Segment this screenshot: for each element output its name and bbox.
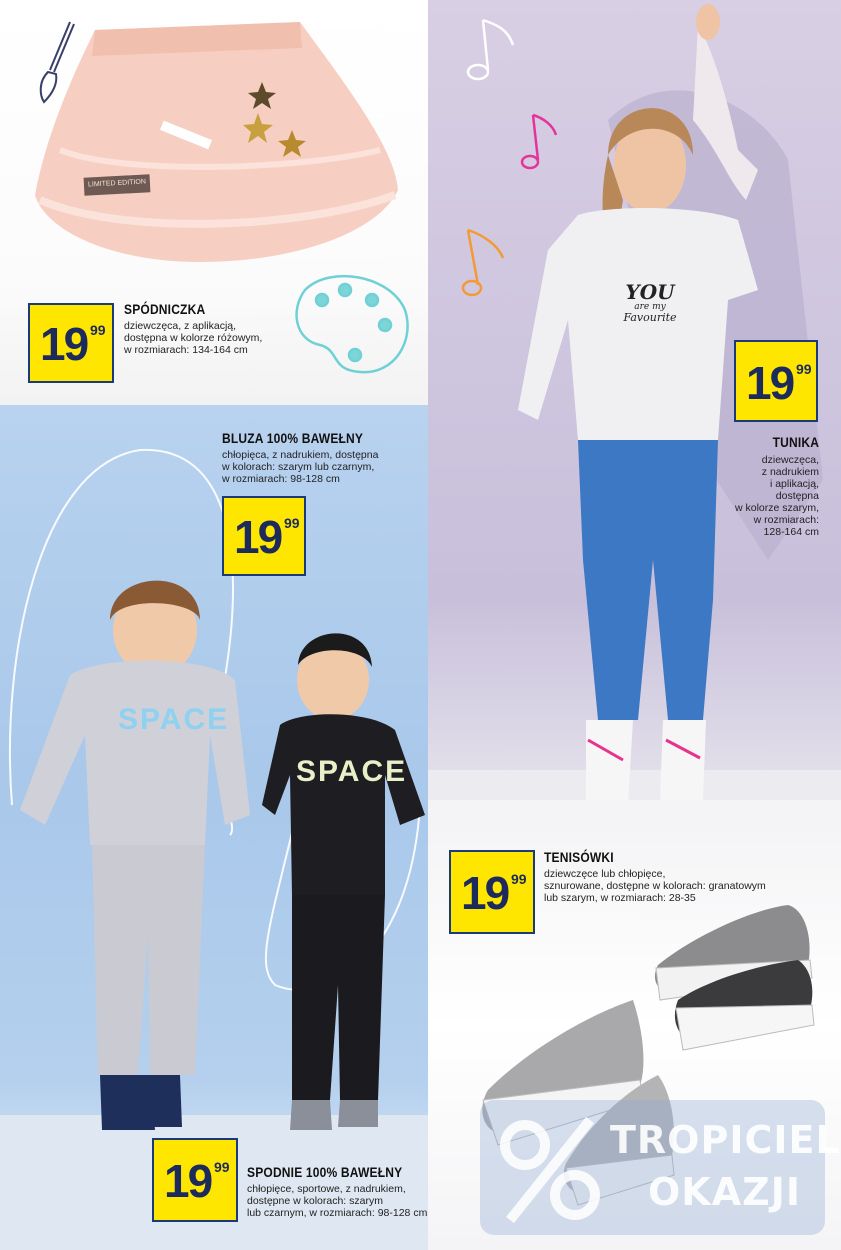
tunic-description: dziewczęca, z nadrukiem i aplikacją, dostępna w kolorze szarym, w rozmiarach: 128-164 cm	[734, 454, 819, 538]
music-note-icon	[463, 230, 503, 295]
price-integer: 19	[164, 1155, 212, 1207]
tunic-price-tag	[734, 340, 818, 422]
sneakers-title: TENISÓWKI	[544, 849, 614, 865]
watermark-badge	[480, 1100, 841, 1235]
sweatshirt-description: chłopięca, z nadrukiem, dostępna w kolorach: szarym lub czarnym, w rozmiarach: 98-128 cm	[222, 449, 379, 485]
price-integer: 19	[461, 867, 509, 919]
skirt-price-tag	[28, 303, 114, 383]
sweatshirt-price-tag	[222, 496, 306, 576]
skirt-section	[0, 0, 428, 405]
watermark-line1: TROPICIEL	[610, 1118, 841, 1162]
tulle-skirt-image	[35, 22, 398, 262]
sneakers-description: dziewczęce lub chłopięce, sznurowane, dostępne w kolorach: granatowym lub szarym, w rozmiarach: 28-35	[544, 868, 766, 904]
music-note-icon	[522, 115, 556, 168]
price-decimal: 99	[90, 322, 106, 338]
tunic-section	[428, 0, 841, 800]
music-note-icon	[468, 20, 513, 79]
skirt-patch-label: LIMITED EDITION	[87, 178, 147, 189]
tunic-print: YOU are my Favourite	[623, 280, 677, 324]
grey-black-sneaker	[655, 905, 814, 1050]
pants-title: SPODNIE 100% BAWEŁNY	[247, 1164, 403, 1180]
price-decimal: 99	[214, 1159, 230, 1175]
boys-photo	[0, 405, 428, 1250]
boys-clothing-section	[0, 405, 428, 1250]
price-decimal: 99	[511, 871, 527, 887]
price-integer: 19	[234, 511, 282, 563]
black-sweatshirt-print: SPACE	[296, 755, 408, 788]
grey-sweatshirt-print: SPACE	[118, 703, 230, 736]
tunic-title: TUNIKA	[772, 434, 819, 450]
price-decimal: 99	[284, 515, 300, 531]
price-integer: 19	[746, 357, 794, 409]
pants-price-tag	[152, 1138, 238, 1222]
boy-black-outfit	[262, 633, 425, 1130]
price-decimal: 99	[796, 361, 812, 377]
watermark-line2: OKAZJI	[648, 1170, 801, 1214]
sweatshirt-title: BLUZA 100% BAWEŁNY	[222, 430, 364, 446]
palette-icon	[297, 276, 408, 372]
percent-icon	[480, 1100, 620, 1235]
boy-grey-outfit	[20, 581, 250, 1130]
pants-description: chłopięce, sportowe, z nadrukiem, dostępne w kolorach: szarym lub czarnym, w rozmiarach: 98-128 cm	[247, 1183, 428, 1219]
price-integer: 19	[40, 318, 88, 370]
skirt-description: dziewczęca, z aplikacją, dostępna w kolorze różowym, w rozmiarach: 134-164 cm	[124, 320, 263, 356]
skirt-title: SPÓDNICZKA	[124, 301, 206, 317]
sneakers-price-tag	[449, 850, 535, 934]
